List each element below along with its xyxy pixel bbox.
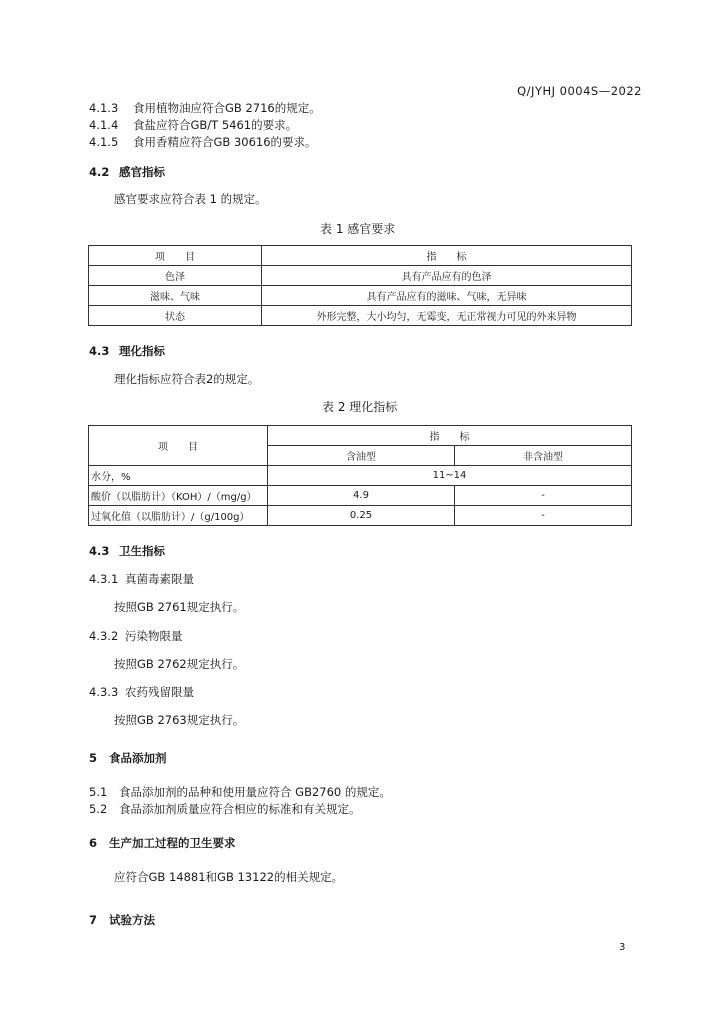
section-number: 4.3 [89,344,110,358]
table-row [89,306,632,326]
table-cell: 具有产品应有的滋味、气味，无异味 [262,286,632,306]
clause-4-3-3-body: 按照GB 2763规定执行。 [114,713,245,727]
clause-number: 4.3.1 [89,572,119,586]
section-4-2-body: 感官要求应符合表 1 的规定。 [114,192,267,206]
section-title: 生产加工过程的卫生要求 [109,836,236,850]
section-4-2-heading [89,164,165,180]
section-number: 6 [89,836,98,850]
table-1-caption: 表 1 感官要求 [320,222,396,236]
section-number: 5 [89,751,98,765]
clause-text: 食盐应符合GB/T 5461的要求。 [133,118,298,132]
clause-text: 食品添加剂的品种和使用量应符合 GB2760 的规定。 [119,785,391,799]
table-row [89,466,632,486]
clause-number: 5.2 [89,802,108,816]
table-header-row [89,426,632,446]
header-cell: 指 标 [262,246,632,266]
clause-4-1-4 [89,117,297,133]
clause-4-3-2-body: 按照GB 2762规定执行。 [114,657,245,671]
section-number: 4.2 [89,165,110,179]
section-5-heading [89,750,167,766]
section-title: 感官指标 [119,165,165,179]
table-cell: 状态 [89,306,262,326]
table-2-caption: 表 2 理化指标 [322,400,398,414]
clause-title: 真菌毒素限量 [125,572,194,586]
clause-4-3-2-heading [89,628,183,644]
section-number: 7 [89,913,98,927]
header-cell: 项 目 [89,246,262,266]
clause-4-1-5 [89,134,317,150]
section-title: 食品添加剂 [109,751,167,765]
clause-4-3-3-heading [89,684,194,700]
section-4-3-heading [89,343,165,359]
section-4-3-body: 理化指标应符合表2的规定。 [114,372,260,386]
table-header-row [89,246,632,266]
clause-4-3-1-heading [89,571,194,587]
clause-title: 农药残留限量 [125,685,194,699]
clause-title: 污染物限量 [125,629,183,643]
section-4-3-hygiene-heading [89,543,165,559]
table-cell: 色泽 [89,266,262,286]
table-cell: 4.9 [268,486,455,506]
clause-number: 4.3.3 [89,685,119,699]
header-cell: 非含油型 [455,446,632,466]
clause-text: 食品添加剂质量应符合相应的标准和有关规定。 [119,802,361,816]
clause-text: 食用香精应符合GB 30616的要求。 [133,135,317,149]
table-cell: 11~14 [268,466,632,486]
table-cell: 水分，% [89,466,268,486]
clause-number: 4.1.5 [89,135,119,149]
table-cell: 酸价（以脂肪计）（KOH）/（mg/g） [89,486,268,506]
section-6-heading [89,835,236,851]
section-title: 试验方法 [109,913,155,927]
header-cell: 含油型 [268,446,455,466]
table-2 [88,425,632,526]
table-cell: 具有产品应有的色泽 [262,266,632,286]
table-cell: - [455,506,632,526]
table-row [89,286,632,306]
clause-5-1 [89,784,391,800]
section-7-heading [89,912,155,928]
clause-4-1-3 [89,100,321,116]
header-cell: 指 标 [268,426,632,446]
table-cell: 滋味、气味 [89,286,262,306]
section-6-body: 应符合GB 14881和GB 13122的相关规定。 [114,870,344,884]
table-cell: - [455,486,632,506]
section-title: 卫生指标 [119,544,165,558]
page-number: 3 [619,942,626,953]
clause-number: 4.1.4 [89,118,119,132]
clause-number: 4.1.3 [89,101,119,115]
table-row [89,486,632,506]
clause-5-2 [89,801,361,817]
clause-number: 5.1 [89,785,108,799]
document-id: Q/JYHJ 0004S—2022 [517,84,642,98]
table-1 [88,245,632,326]
clause-number: 4.3.2 [89,629,119,643]
table-cell: 0.25 [268,506,455,526]
header-cell: 项 目 [89,426,268,466]
section-title: 理化指标 [119,344,165,358]
table-row [89,266,632,286]
clause-4-3-1-body: 按照GB 2761规定执行。 [114,600,245,614]
section-number: 4.3 [89,544,110,558]
clause-text: 食用植物油应符合GB 2716的规定。 [133,101,321,115]
table-cell: 外形完整，大小均匀，无霉变，无正常视力可见的外来异物 [262,306,632,326]
table-row [89,506,632,526]
table-cell: 过氧化值（以脂肪计）/（g/100g） [89,506,268,526]
